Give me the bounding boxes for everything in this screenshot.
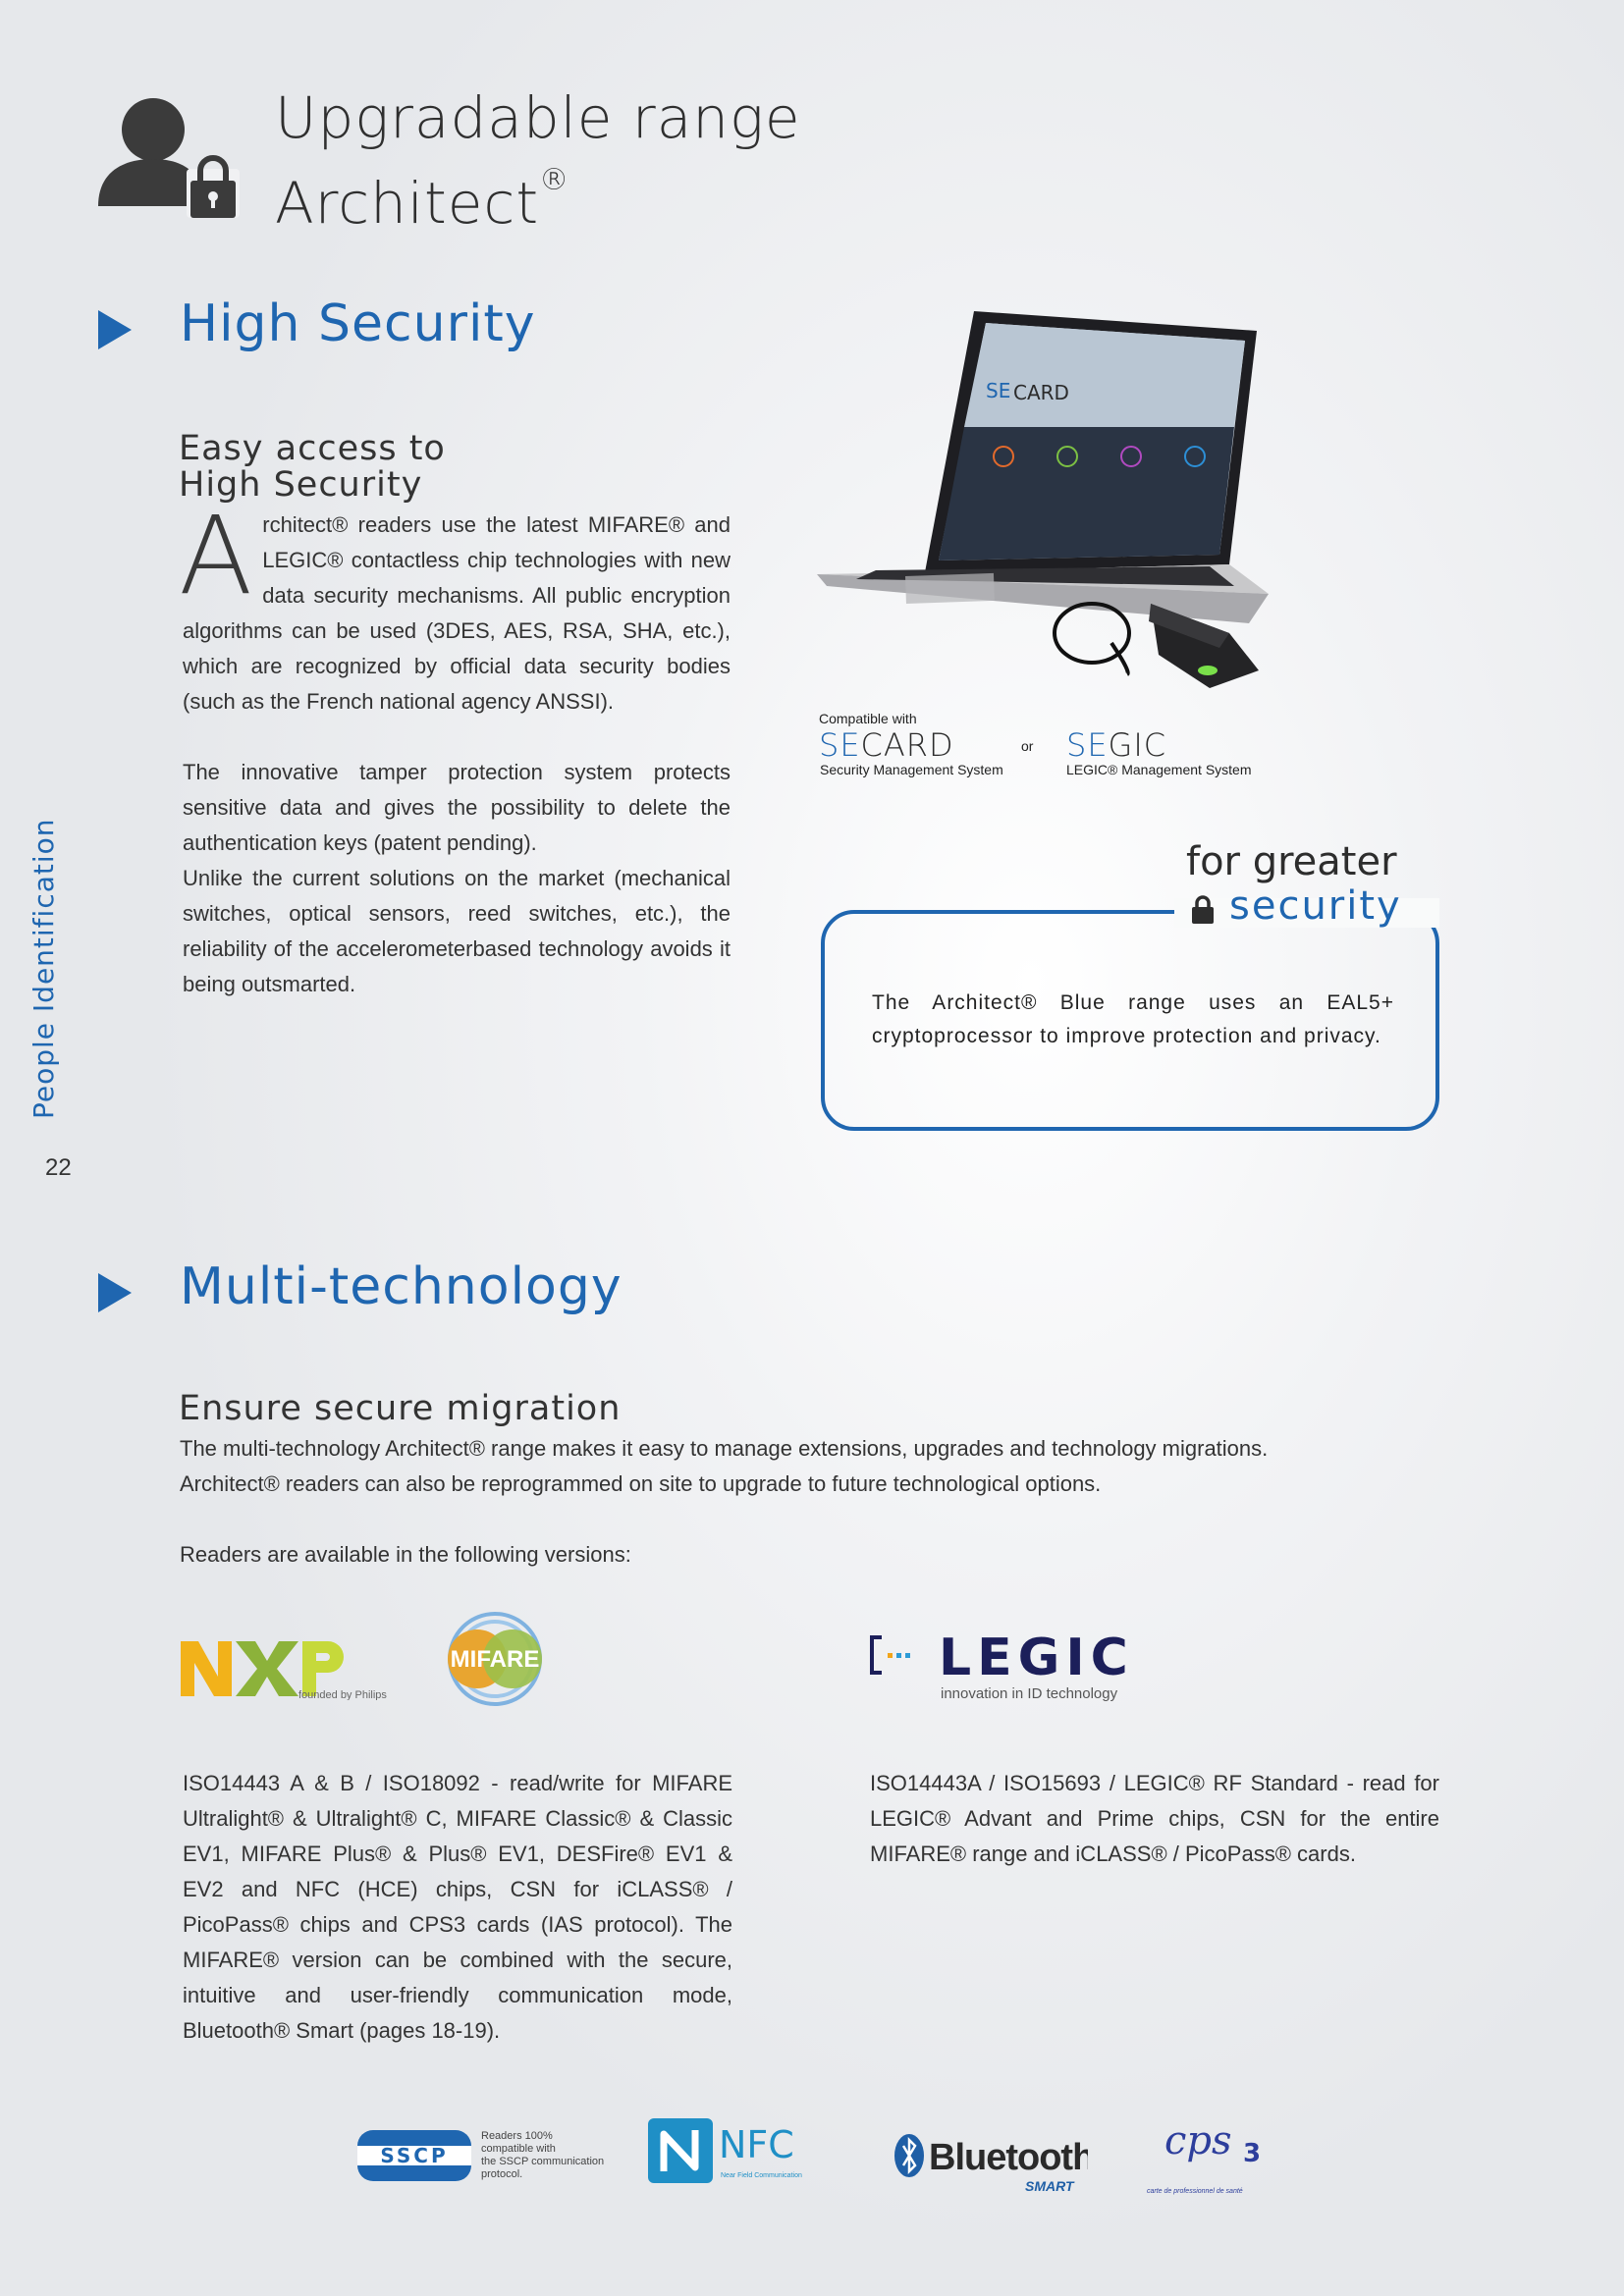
legic-logo bbox=[870, 1629, 1164, 1708]
laptop-reader-image bbox=[817, 309, 1269, 702]
legic-caption: innovation in ID technology bbox=[941, 1685, 1118, 1702]
secard-caption: Security Management System bbox=[820, 762, 1003, 777]
nfc-text: NFC bbox=[719, 2123, 794, 2166]
mifare-logo bbox=[426, 1610, 564, 1708]
callout-title-line2: security bbox=[1229, 883, 1402, 929]
callout-text: The Architect® Blue range uses an EAL5+ cryptoprocessor to improve protection and privacy. bbox=[872, 991, 1394, 1047]
intro-line1: The multi-technology Architect® range makes it easy to manage extensions, upgrades and technology migrations. bbox=[180, 1436, 1269, 1461]
cps-caption: carte de professionnel de santé bbox=[1147, 2188, 1243, 2195]
sscp-text: SSCP bbox=[380, 2144, 449, 2167]
side-label: People Identification bbox=[27, 818, 60, 1119]
nxp-caption: founded by Philips bbox=[298, 1689, 387, 1700]
laptop-brand-rest: CARD bbox=[1013, 381, 1069, 404]
subhead-easy-access: Easy access to High Security bbox=[179, 429, 446, 505]
dropcap: A bbox=[179, 493, 253, 618]
laptop-brand-se: SE bbox=[986, 379, 1011, 402]
nfc-caption: Near Field Communication bbox=[721, 2172, 802, 2179]
nxp-logo bbox=[181, 1637, 397, 1700]
secard-logo: SECARD bbox=[819, 726, 954, 764]
bluetooth-logo bbox=[892, 2128, 1088, 2197]
legic-text: LEGIC bbox=[939, 1629, 1134, 1687]
cps3-logo bbox=[1143, 2110, 1290, 2199]
subhead-secure-migration: Ensure secure migration bbox=[179, 1389, 622, 1428]
section2-intro bbox=[180, 1431, 1495, 1573]
lock-icon bbox=[1190, 895, 1216, 925]
section-arrow-icon bbox=[98, 310, 132, 349]
cps-text: cps bbox=[1164, 2118, 1232, 2163]
page-title-line1: Upgradable range bbox=[275, 84, 801, 151]
compat-label: Compatible with bbox=[819, 711, 917, 726]
section-arrow-icon bbox=[98, 1273, 132, 1312]
cps-number: 3 bbox=[1243, 2139, 1262, 2168]
section1-body bbox=[179, 493, 731, 1002]
bluetooth-text: Bluetooth bbox=[929, 2137, 1088, 2178]
page-title bbox=[275, 86, 801, 235]
page-number: 22 bbox=[45, 1154, 72, 1181]
mifare-version-text: ISO14443 A & B / ISO18092 - read/write for MIFARE Ultralight® & Ultralight® C, MIFARE Classic® & Classic EV1, MIFARE Plus® & Plus® EV1, DESFire® EV1 & EV2 and NFC (HCE) chips, CSN for iCLASS® / PicoPass® chips and CPS3 cards (IAS protocol). The MIFARE® version can be combined with the secure, intuitive and user-friendly communication mode, Bluetooth® Smart (pages 18-19). bbox=[183, 1771, 732, 2043]
para-tamper: The innovative tamper protection system protects sensitive data and gives the possibility to delete the authentication keys (patent pending). bbox=[183, 760, 731, 855]
segic-logo: SEGIC bbox=[1066, 726, 1167, 764]
compat-or: or bbox=[1021, 738, 1034, 754]
intro-line2: Architect® readers can also be reprogrammed on site to upgrade to future technological options. bbox=[180, 1471, 1102, 1496]
bluetooth-smart-text: SMART bbox=[1025, 2178, 1074, 2194]
nfc-logo bbox=[648, 2116, 835, 2185]
legic-version-text: ISO14443A / ISO15693 / LEGIC® RF Standard - read for LEGIC® Advant and Prime chips, CSN for the entire MIFARE® range and iCLASS® / PicoPass® cards. bbox=[870, 1771, 1439, 1866]
para-reliability: Unlike the current solutions on the market (mechanical switches, optical sensors, reed switches, etc.), the reliability of the accelerometerbased technology avoids it being outsmarted. bbox=[183, 866, 731, 996]
section-title-high-security: High Security bbox=[180, 294, 536, 353]
sscp-logo bbox=[355, 2126, 611, 2185]
intro-line3: Readers are available in the following versions: bbox=[180, 1542, 631, 1567]
section-title-multi-technology: Multi-technology bbox=[180, 1257, 623, 1316]
sscp-caption: Readers 100% compatible with the SSCP communication protocol. bbox=[481, 2130, 605, 2180]
para-intro: rchitect® readers use the latest MIFARE® and LEGIC® contactless chip technologies with new data security mechanisms. All public encryption algorithms can be used (3DES, AES, RSA, SHA, etc.), which are recognized by official data security bodies (such as the French national agency ANSSI). bbox=[183, 512, 731, 714]
page-title-line2: Architect® bbox=[275, 163, 570, 237]
segic-caption: LEGIC® Management System bbox=[1066, 762, 1252, 777]
user-lock-icon bbox=[96, 96, 244, 222]
mifare-text: MIFARE bbox=[450, 1646, 540, 1673]
callout-title-line1: for greater bbox=[1186, 839, 1397, 884]
